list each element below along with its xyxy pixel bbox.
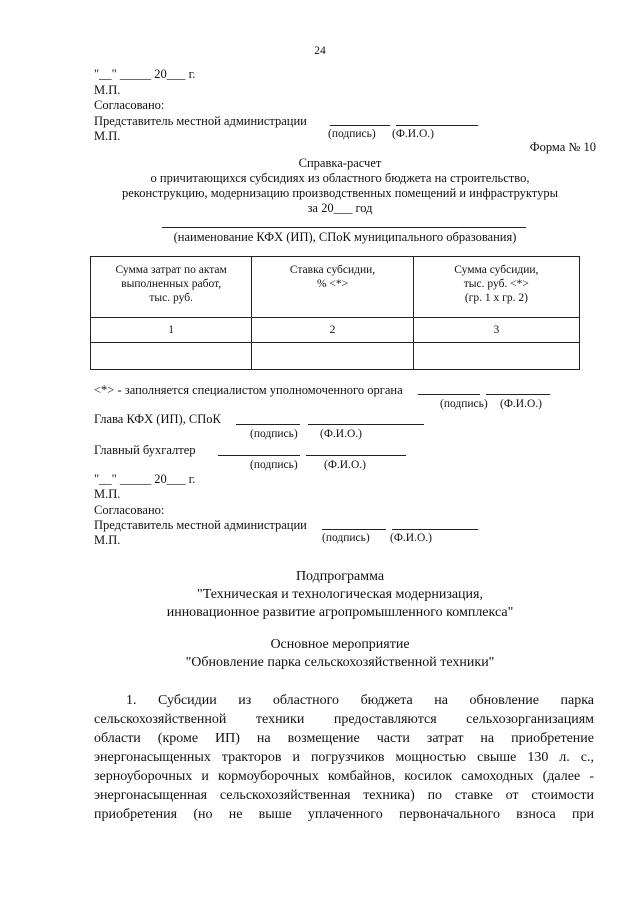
stamp-label-4: М.П. (94, 533, 121, 547)
paragraph-line: сельскохозяйственной техники предоставляются сельхозорганизациям (94, 712, 594, 727)
signature-caption-2: (подпись) (322, 532, 370, 544)
input-cell-costs[interactable] (91, 343, 252, 370)
agreed-label-2: Согласовано: (94, 503, 165, 517)
fio-caption: (Ф.И.О.) (392, 128, 434, 140)
head-signature-caption: (подпись) (250, 428, 298, 440)
paragraph-line: области (кроме ИП) на возмещение части затрат на приобретение (94, 731, 594, 746)
signature-line (330, 125, 390, 126)
footnote-fio-caption: (Ф.И.О.) (500, 398, 542, 410)
signature-caption: (подпись) (328, 128, 376, 140)
fio-caption-2: (Ф.И.О.) (390, 532, 432, 544)
header-cell-costs: Сумма затрат по актам выполненных работ, тыс. руб. (91, 257, 252, 318)
input-cell-rate[interactable] (252, 343, 413, 370)
footnote-fio-line (486, 394, 550, 395)
date-line-2: "__" _____ 20___ г. (94, 472, 196, 486)
signature-line-2 (322, 529, 386, 530)
accountant-signature-line (218, 455, 300, 456)
paragraph-line: 1. Субсидии из областного бюджета на обновление парка (126, 693, 594, 708)
column-number: 1 (91, 318, 252, 343)
paragraph-line: приобретения (но не выше уплаченного первоначального взноса при (94, 807, 594, 822)
title-line-2: о причитающихся субсидиях из областного бюджета на строительство, (150, 171, 530, 185)
head-fio-caption: (Ф.И.О.) (320, 428, 362, 440)
org-name-line (162, 227, 526, 228)
head-fio-line (308, 424, 424, 425)
date-line: "__" _____ 20___ г. (94, 67, 196, 81)
representative-label: Представитель местной администрации (94, 114, 307, 128)
form-number: Форма № 10 (529, 140, 596, 154)
accountant-label: Главный бухгалтер (94, 443, 196, 457)
fio-line-2 (392, 529, 478, 530)
title-line-3: реконструкцию, модернизацию производственных помещений и инфраструктуры (121, 186, 559, 200)
input-cell-subsidy[interactable] (413, 343, 579, 370)
fio-line (396, 125, 478, 126)
head-signature-line (236, 424, 300, 425)
activity-name: "Обновление парка сельскохозяйственной техники" (185, 655, 495, 670)
subprogram-name-line-1: "Техническая и технологическая модернизация, (197, 587, 483, 602)
accountant-fio-line (306, 455, 406, 456)
activity-label: Основное мероприятие (270, 637, 410, 652)
subprogram-name-line-2: инновационное развитие агропромышленного комплекса" (166, 605, 514, 620)
accountant-signature-caption: (подпись) (250, 459, 298, 471)
accountant-fio-caption: (Ф.И.О.) (324, 459, 366, 471)
stamp-label-2: М.П. (94, 129, 121, 143)
stamp-label: М.П. (94, 83, 121, 97)
agreed-label: Согласовано: (94, 98, 165, 112)
paragraph-line: энергонасыщенных тракторов и погрузчиков мощностью свыше 130 л. с., (94, 750, 594, 765)
subsidy-table (90, 256, 580, 370)
footnote-signature-caption: (подпись) (440, 398, 488, 410)
title-line-4: за 20___ год (307, 201, 373, 215)
footnote-signature-line (418, 394, 480, 395)
column-number: 3 (413, 318, 579, 343)
paragraph-1 (94, 691, 594, 824)
representative-label-2: Представитель местной администрации (94, 518, 307, 532)
page-number: 24 (314, 45, 326, 57)
head-label: Глава КФХ (ИП), СПоК (94, 412, 221, 426)
org-caption: (наименование КФХ (ИП), СПоК муниципального образования) (173, 230, 517, 244)
header-cell-subsidy: Сумма субсидии, тыс. руб. <*> (гр. 1 x гр. 2) (413, 257, 579, 318)
title-line-1: Справка-расчет (298, 156, 382, 170)
paragraph-line: энергонасыщенная сельскохозяйственная техника) по ставке от стоимости (94, 788, 594, 803)
column-number: 2 (252, 318, 413, 343)
subprogram-label: Подпрограмма (295, 569, 385, 584)
footnote: <*> - заполняется специалистом уполномоченного органа (94, 383, 403, 397)
paragraph-line: зерноуборочных и кормоуборочных комбайнов, косилок самоходных (далее - (94, 769, 594, 784)
stamp-label-3: М.П. (94, 487, 121, 501)
header-cell-rate: Ставка субсидии, % <*> (252, 257, 413, 318)
